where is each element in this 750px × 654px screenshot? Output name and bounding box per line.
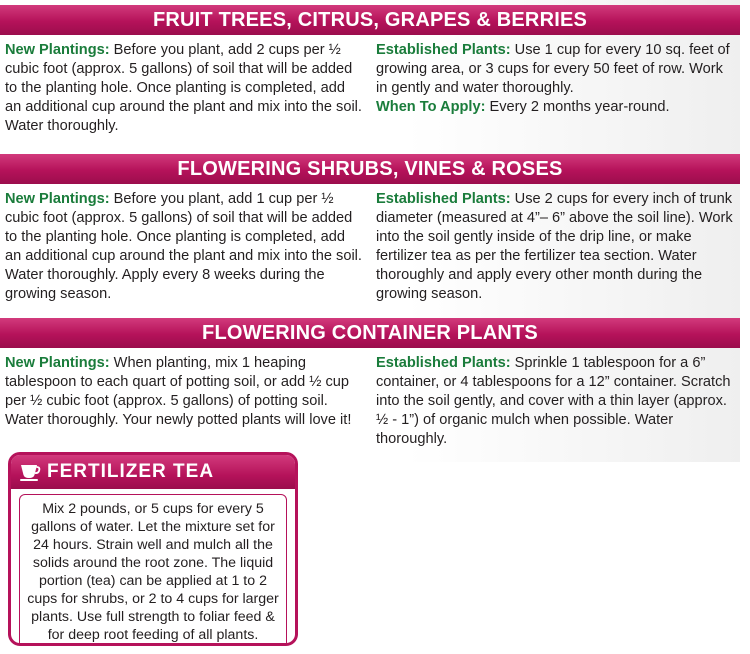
established-plants-text: Use 2 cups for every inch of trunk diameter (measured at 4”– 6” above the soil line). Work into the soil gently inside of the drip line, or make fertilizer tea as per the fertilizer tea section. Water thoroughly and apply every other month during the growing season.: [376, 191, 733, 302]
when-to-apply-label: When To Apply:: [376, 99, 486, 115]
fertilizer-tea-text: Mix 2 pounds, or 5 cups for every 5 gallons of water. Let the mixture set for 24 hours. Strain well and mulch all the solids around the root zone. The liquid portion (tea) can be applied at 1 to 2 cups for shrubs, or 2 to 4 cups for larger plants. Use full strength to foliar feed & for deep root feeding of all plants.: [19, 494, 287, 646]
section-heading-fruit-trees: FRUIT TREES, CITRUS, GRAPES & BERRIES: [0, 5, 740, 35]
new-plantings-label: New Plantings:: [5, 191, 110, 207]
new-plantings-text: When planting, mix 1 heaping tablespoon to each quart of potting soil, or add ½ cup per ½ cubic foot (approx. 5 gallons) of potting soil. Water thoroughly. Your newly potted plants will love it!: [5, 355, 352, 428]
established-plants-label: Established Plants:: [376, 355, 511, 371]
new-plantings-label: New Plantings:: [5, 42, 110, 58]
fruit-established-plants: [376, 41, 736, 117]
fertilizer-tea-box: [8, 452, 298, 646]
container-new-plantings: [5, 354, 363, 430]
section-heading-flowering-shrubs: FLOWERING SHRUBS, VINES & ROSES: [0, 154, 740, 184]
new-plantings-text: Before you plant, add 1 cup per ½ cubic foot (approx. 5 gallons) of soil that will be added to the planting hole. Once planting is completed, add an additional cup around the plant and mix into the soil. Water thoroughly. Apply every 8 weeks during the growing season.: [5, 191, 362, 302]
fruit-new-plantings: [5, 41, 363, 136]
shrubs-established-plants: [376, 190, 738, 304]
teacup-icon: [19, 462, 41, 488]
fertilizer-tea-title: FERTILIZER TEA: [47, 461, 215, 482]
new-plantings-text: Before you plant, add 2 cups per ½ cubic foot (approx. 5 gallons) of soil that will be added to the planting hole. Once planting is completed, add an additional cup around the plant and mix into the soil. Water thoroughly.: [5, 42, 362, 134]
established-plants-label: Established Plants:: [376, 191, 511, 207]
fertilizer-tea-header: [11, 455, 295, 489]
section-heading-container-plants: FLOWERING CONTAINER PLANTS: [0, 318, 740, 348]
established-plants-label: Established Plants:: [376, 42, 511, 58]
shrubs-new-plantings: [5, 190, 365, 304]
established-plants-text: Sprinkle 1 tablespoon for a 6” container, or 4 tablespoons for a 12” container. Scratch into the soil gently, and cover with a thin layer (approx. ½ - 1”) of organic mulch when possible. Water thoroughly.: [376, 355, 731, 447]
container-established-plants: [376, 354, 738, 449]
new-plantings-label: New Plantings:: [5, 355, 110, 371]
established-plants-text: Use 1 cup for every 10 sq. feet of growing area, or 3 cups for every 50 feet of row. Work in gently and water thoroughly.: [376, 42, 730, 96]
when-to-apply-text: Every 2 months year-round.: [485, 99, 670, 115]
